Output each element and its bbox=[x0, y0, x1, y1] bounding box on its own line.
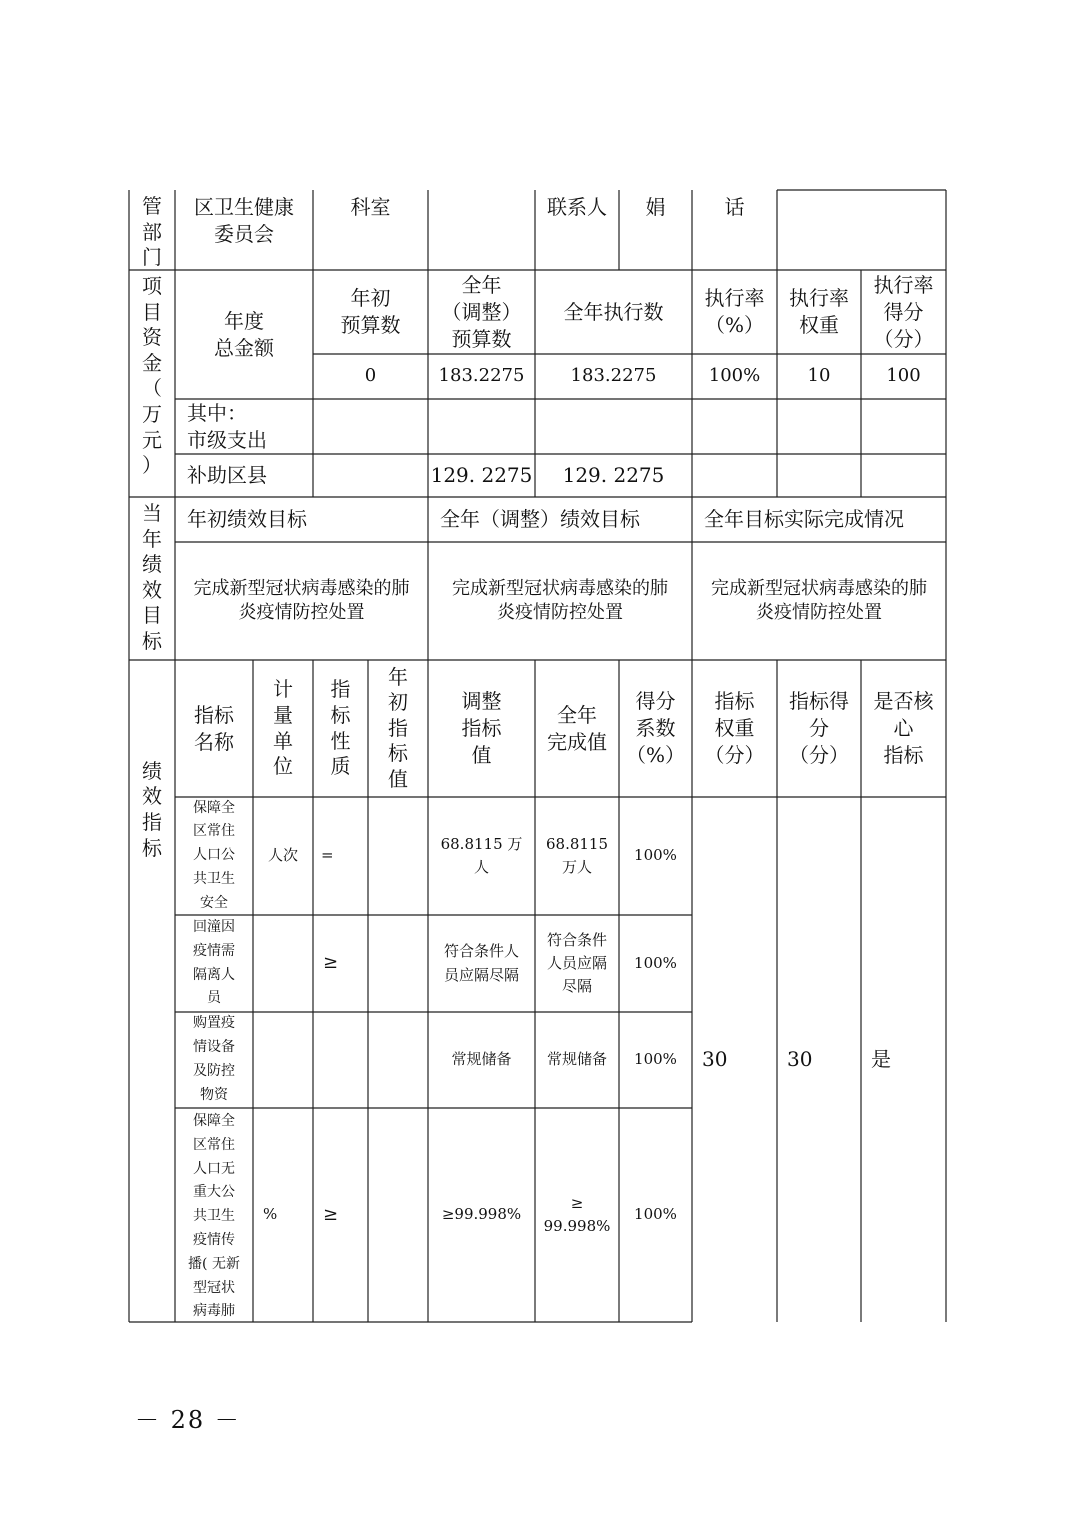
nature-header: 指 标 性 质 bbox=[330, 677, 351, 779]
indicator-name-header: 指标 名称 bbox=[194, 702, 234, 754]
row3-adjusted: 常规储备 bbox=[451, 1050, 512, 1069]
dept-label: 管 部 门 bbox=[142, 194, 162, 270]
adjusted-goal-header: 全年（调整）绩效目标 bbox=[440, 507, 640, 531]
coef-header: 得分 系数 （%） bbox=[625, 689, 685, 767]
completed-header: 全年 完成值 bbox=[547, 702, 607, 754]
actual-goal-text: 完成新型冠状病毒感染的肺 炎疫情防控处置 bbox=[711, 577, 927, 623]
section-value bbox=[428, 190, 535, 270]
page-number: － 28 － bbox=[135, 1406, 241, 1434]
row4-coef: 100% bbox=[634, 1205, 677, 1224]
row2-initial bbox=[368, 915, 428, 1012]
score-header: 指标得 分 （分） bbox=[789, 689, 849, 767]
row1-initial bbox=[368, 797, 428, 915]
exec-rate-header: 执行率 （%） bbox=[704, 286, 765, 337]
total-initial: 0 bbox=[364, 365, 377, 387]
indicator-score-value: 30 bbox=[787, 1047, 813, 1071]
row2-adjusted: 符合条件人 员应隔尽隔 bbox=[443, 942, 519, 984]
adjusted-value-header: 调整 指标 值 bbox=[461, 689, 502, 767]
exec-weight-header: 执行率 权重 bbox=[789, 286, 849, 337]
row4-unit: % bbox=[263, 1205, 278, 1224]
initial-goal-header: 年初绩效目标 bbox=[187, 507, 307, 531]
annual-total-header: 年度 总金额 bbox=[214, 308, 274, 360]
row2-name: 回潼因 疫情需 隔离人 员 bbox=[193, 918, 235, 1007]
row3-initial bbox=[368, 1012, 428, 1108]
total-adjusted: 183.2275 bbox=[438, 365, 525, 387]
county-executed: 129. 2275 bbox=[562, 463, 665, 487]
row3-completed: 常规储备 bbox=[546, 1050, 607, 1069]
total-score: 100 bbox=[886, 365, 921, 387]
weight-header: 指标 权重 （分） bbox=[704, 689, 765, 767]
row4-initial bbox=[368, 1108, 428, 1322]
unit-header: 计 量 单 位 bbox=[273, 677, 293, 779]
row4-name: 保障全 区常住 人口无 重大公 共卫生 疫情传 播( 无新 型冠状 病毒肺 bbox=[188, 1113, 240, 1320]
row1-completed: 68.8115 万人 bbox=[545, 834, 609, 876]
row2-coef: 100% bbox=[634, 953, 677, 972]
phone-label: 话 bbox=[724, 195, 745, 219]
row3-unit bbox=[253, 1012, 313, 1108]
contact-label: 联系人 bbox=[547, 195, 607, 219]
core-indicator-value: 是 bbox=[871, 1047, 891, 1071]
row2-nature: ≥ bbox=[323, 952, 339, 974]
total-executed: 183.2275 bbox=[570, 365, 657, 387]
contact-value: 娟 bbox=[645, 195, 666, 219]
executed-header: 全年执行数 bbox=[563, 299, 664, 324]
row4-completed: ≥ 99.998% bbox=[543, 1193, 611, 1235]
phone-value bbox=[777, 190, 946, 270]
row1-unit: 人次 bbox=[267, 846, 298, 865]
county-subsidy-label: 补助区县 bbox=[187, 463, 267, 487]
total-rate: 100% bbox=[708, 365, 761, 387]
actual-goal-header: 全年目标实际完成情况 bbox=[704, 507, 904, 531]
total-weight: 10 bbox=[807, 365, 831, 387]
row1-adjusted: 68.8115 万 人 bbox=[440, 834, 523, 876]
exec-score-header: 执行率 得分 （分） bbox=[873, 272, 934, 351]
row4-nature: ≥ bbox=[323, 1203, 339, 1225]
indicators-side-label: 绩 效 指 标 bbox=[142, 758, 162, 860]
goals-side-label: 当 年 绩 效 目 标 bbox=[142, 501, 162, 653]
county-adjusted: 129. 2275 bbox=[430, 463, 533, 487]
initial-goal-text: 完成新型冠状病毒感染的肺 炎疫情防控处置 bbox=[193, 577, 410, 623]
adjusted-budget-header: 全年 （调整） 预算数 bbox=[441, 272, 522, 351]
dept-name: 区卫生健康 委员会 bbox=[194, 195, 294, 246]
row1-name: 保障全 区常住 人口公 共卫生 安全 bbox=[193, 799, 235, 911]
city-expense-label: 其中： 市级支出 bbox=[187, 400, 267, 452]
adjusted-goal-text: 完成新型冠状病毒感染的肺 炎疫情防控处置 bbox=[452, 577, 668, 623]
row2-completed: 符合条件 人员应隔 尽隔 bbox=[546, 930, 607, 996]
row4-adjusted: ≥99.998% bbox=[441, 1205, 522, 1224]
initial-budget-header: 年初 预算数 bbox=[340, 286, 401, 337]
row3-coef: 100% bbox=[634, 1050, 677, 1069]
row3-name: 购置疫 情设备 及防控 物资 bbox=[193, 1015, 235, 1103]
row1-nature: = bbox=[321, 846, 334, 865]
funds-side-label: 项 目 资 金 （ 万 元 ） bbox=[142, 274, 162, 478]
indicator-weight-value: 30 bbox=[702, 1047, 728, 1071]
row2-unit bbox=[253, 915, 313, 1012]
section-label: 科室 bbox=[350, 195, 391, 219]
row3-nature bbox=[313, 1012, 368, 1108]
row1-coef: 100% bbox=[634, 846, 677, 865]
initial-value-header: 年 初 指 标 值 bbox=[388, 664, 408, 791]
core-header: 是否核 心 指标 bbox=[873, 689, 934, 767]
